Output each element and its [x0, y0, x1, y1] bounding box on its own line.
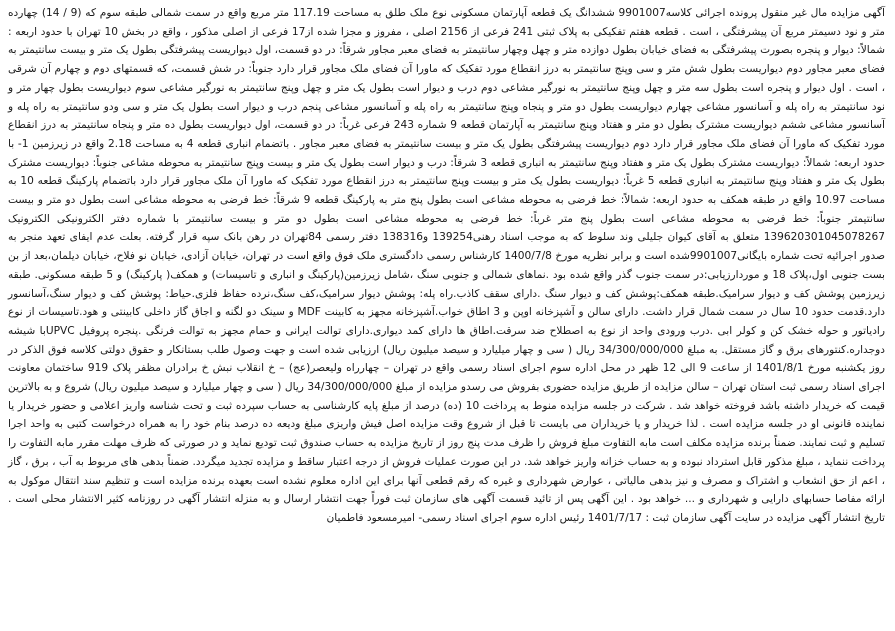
auction-notice-text: آگهی مزایده مال غیر منقول پرونده اجرائی کلاسه9901007 ششدانگ یک قطعه آپارتمان مسکونی نوع ملک طلق به مساحت 117.19 متر مربع واقع در سمت شمالی طبقه سوم که (9 / 14) چهارده متر و نود دسیمتر مربع آن پیشرفتگی ، است . قطعه هفتم تفکیکی به پلاک ثبتی 241 فرعی از 2156 اصلی ، مفروز و مجزا شده از17 فرعی از اصلی مذکور ، واقع در بخش 10 تهران با حدود اربعه : شمالاً: دیوار و پنجره بصورت پیشرفتگی به فضای خیابان بطول دوازده متر و چهل وچهار سانتیمتر به فضای معبر مجاور شرقاً: در دو قسمت، اول دیواریست پیشرفتگی بطول یک متر و بیست سانتیمتر به فضای معبر مجاور دوم دیواریست بطول شش متر و سی وپنج سانتیمتر به درز انقطاع مورد تفکیک که ماورا آن فضای ملک مجاور قرار دارد جنوباً: در شش قسمت، که قسمتهای دوم و چهارم آن شرقی ، است . اول دیوار و پنجره است بطول سه متر و چهل وپنج سانتیمتر به نورگیر مشاعی دوم درب و دیوار است بطول یک متر و چهل وپنج سانتیمتر به نورگیر مشاعی سوم دیواریست بطول چهار متر و نود سانتیمتر به راه پله و آسانسور مشاعی چهارم دیواریست بطول دو متر و پنجاه وپنج سانتیمتر به راه پله و آسانسور مشاعی پنجم درب و دیوار است بطول یک متر و سی ودو سانتیمتر به راه پله و آسانسور مشاعی ششم دیواریست مشترک بطول دو متر و هفتاد وپنج سانتیمتر به آپارتمان قطعه 9 شماره 243 فرعی غرباً: در دو قسمت، اول دیواریست بطول ده متر و پنجاه سانتیمتر به درز انقطاع مورد تفکیک که ماورا آن فضای ملک مجاور قرار دارد دوم دیواریست پیشرفتگی بطول یک متر و بیست سانتیمتر به فضای معبر مجاور . باتضمام انباری قطعه 4 به مساحت 2.18 واقع در زیرزمین 1- با حدود اربعه: شمالاً: دیواریست مشترک بطول یک متر و هفتاد وپنج سانتیمتر به انباری قطعه 3 شرقاً: درب و دیوار است بطول یک متر و بیست وپنج سانتیمتر به محوطه مشاعی جنوباً: دیواریست مشترک بطول یک متر و هفتاد وپنج سانتیمتر به انباری قطعه 5 غرباً: دیواریست بطول یک متر و بیست وپنج سانتیمتر به درز انقطاع مورد تفکیک که ماورا آن ملک مجاور قرار دارد باتضمام پارکینگ قطعه 10 به مساحت 10.97 واقع در طبقه همکف به حدود اربعه: شمالاً: خط فرضی به محوطه مشاعی است بطول پنج متر به پارکینگ قطعه 9 شرقاً: خط فرضی به محوطه مشاعی است بطول دو متر و بیست سانتیمتر جنوباً: خط فرضی به محوطه مشاعی است بطول پنج متر غرباً: خط فرضی به محوطه مشاعی است بطول دو متر و بیست سانتیمتر با شماره دفتر الکترونیکی الکترونیک 139620301045078267 متعلق به آقای کیوان جلیلی وند سلوط که به موجب اسناد رهنی139254 و138316 دفتر رسمی 84تهران در رهن بانک سپه قرار گرفته. بعلت عدم ایفای تعهد منجر به صدور اجرائیه تحت شماره بایگانی9901007شده است و برابر نظریه مورخ 1400/7/8 کارشناس رسمی دادگستری ملک فوق واقع است در تهران، خیابان آزادی، خیابان نو فلاح، خیابان دیلمان،بعد از بن بست جنوبی اول،پلاک 18 و موردارزیابی:در سمت جنوب گذر واقع شده بود .نماهای شمالی و جنوبی سنگ ،شامل زیرزمین(پارکینگ و انباری و تاسیسات) و همکف( پارکینگ) و 5 طبقه مسکونی. طبقه زیرزمین پوشش کف و دیوار سرامیک.طبقه همکف:پوشش کف و دیوار سنگ .دارای سقف کاذب.راه پله: پوشش دیوار سرامیک،کف سنگ،نرده حفاظ فلزی.حیاط: پوشش کف و دیوار سنگ،آسانسور دارد.قدمت حدود 10 سال در سمت شمال قرار داشت. دارای سالن و آشپزخانه اوپن و 3 اطاق خواب.آشپزخانه مجهز به کابینت MDF و سینک دو لگنه و اجاق گاز داخلی کابینتی و هود.تاسیسات از نوع رادیاتور و حوله خشک کن و کولر ابی .درب ورودی واحد از نوع به اصطلاح ضد سرقت.اطاق ها دارای کمد دیواری.دارای توالت ایرانی و حمام مجهز به توالت فرنگی .پنجره پروفیل UPVCبا شیشه دوجداره.کنتورهای برق و گاز مستقل. به مبلغ 34/300/000/000 ریال ( سی و چهار میلیارد و سیصد میلیون ریال) ارزیابی شده است و جهت وصول طلب بستانکار و حقوق دولتی کلاسه فوق الذکر در روز یکشنبه مورخ 1401/8/1 از ساعت 9 الی 12 ظهر در محل اداره سوم اجرای اسناد رسمی واقع در تهران – چهارراه ولیعصر(عج) – خ انقلاب نبش خ برادران مظفر پلاک 919 ساختمان معاونت اجرای اسناد رسمی ثبت استان تهران – سالن مزایده از طریق مزایده حضوری بفروش می رسدو مزایده از مبلغ 34/300/000/000 ریال ( سی و چهار میلیارد و سیصد میلیون ریال) شروع و به بالاترین قیمت که خریدار داشته باشد فروخته خواهد شد . شرکت در جلسه مزایده منوط به پرداخت 10 (ده) درصد از مبلغ پایه کارشناسی به حساب سپرده ثبت و تحت شناسه واریز اعلامی و حضور خریدار یا نماینده قانونی او در جلسه مزایده است . لذا خریدار و یا خریداران می بایست تا قبل از شروع وقت مزایده اصل فیش واریزی مبلغ ودیعه ده درصد بنام خود را به همراه درخواست کتبی به واحد اجرا تسلیم و ثبت نمایند. ضمناً برنده مزایده مکلف است مابه التفاوت مبلغ فروش را ظرف مدت پنج روز از تاریخ مزایده به حساب صندوق ثبت تودیع نماید و در صورتی که ظرف مهلت مقرر مابه التفاوت را پرداخت ننماید ، مبلغ مذکور قابل استرداد نبوده و به حساب خزانه واریز خواهد شد. در این صورت عملیات فروش از درجه اعتبار ساقط و مزایده تجدید میگردد. ضمناً بدهی های مربوط به آب ، برق ، گاز ، اعم از حق انشعاب و اشتراک و مصرف و نیز بدهی مالیاتی ، عوارض شهرداری و غیره که رقم قطعی آنها برای این اداره معلوم نشده است بعهده برنده مزایده است و تنظیم سند انتقال موکول به ارائه مفاصا حسابهای دارایی و شهرداری و ... خواهد بود . این آگهی پس از تائید قسمت آگهی های سازمان ثبت فوراً جهت انتشار ارسال و به منزله انتشار آگهی در روزنامه کثیر الانتشار محلی است . تاریخ انتشار آگهی مزایده در سایت آگهی سازمان ثبت : 1401/7/17 رئیس اداره سوم اجرای اسناد رسمی- امیرمسعود فاطمیان	[8, 7, 886, 524]
